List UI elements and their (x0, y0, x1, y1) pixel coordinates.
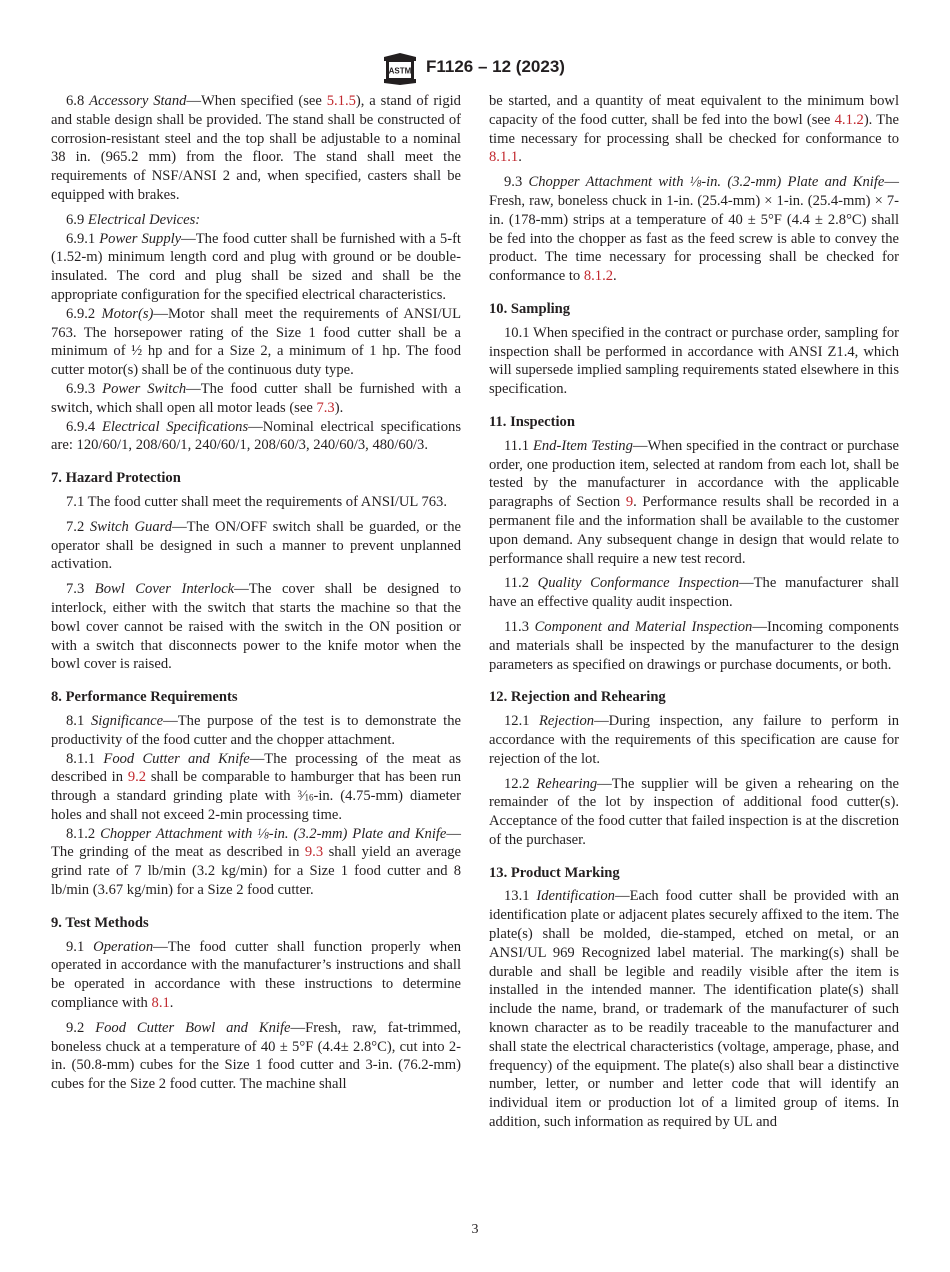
document-designation: F1126 – 12 (2023) (426, 57, 565, 76)
section-link[interactable]: 7.3 (316, 399, 335, 416)
section-link[interactable]: 8.1.2 (583, 268, 614, 285)
section-heading-11: 11. Inspection (489, 413, 575, 430)
paragraph-7-1: 7.1 The food cutter shall meet the requirements of ANSI/UL 763. (66, 493, 447, 510)
section-heading-7: 7. Hazard Protection (51, 470, 181, 487)
paragraph-8-1-1: 8.1.1 Food Cutter and Knife—The processing of the meat as described in 9.2 shall be comparable to hamburger that has been run through a standard grinding plate with $^3⁄_{16}-in$. (4.75-mm) diameter holes and shall not exceed 2-min processing time. (51, 750, 462, 823)
section-link[interactable]: 9 (625, 494, 634, 511)
paragraph-6-8: 6.8 Accessory Stand—When specified (see 5.1.5), a stand of rigid and stable design shall be provided. The stand shall be constructed of corrosion-resistant steel and the top shall be adjustable to a nominal 38 in. (965.2 mm) from the floor. The stand shall meet the requirements of NSF/ANSI 2 and, when specified, casters shall be equipped with brakes. (51, 93, 461, 203)
section-heading-10: 10. Sampling (489, 300, 571, 317)
section-heading-13: 13. Product Marking (489, 864, 620, 881)
paragraph-6-9-2: 6.9.2 Motor(s)—Motor shall meet the requirements of ANSI/UL 763. The horsepower rating of the Size 1 food cutter shall be a minimum of ½ hp and for a Size 2, a minimum of 1 hp. The food cutter motor(s) shall be of the continuous duty type. (51, 305, 461, 379)
paragraph-7-2: 7.2 Switch Guard—The ON/OFF switch shall be guarded, or the operator shall be designed in such a manner to prevent unplanned activation. (51, 518, 461, 573)
paragraph-8-1: 8.1 Significance—The purpose of the test is to demonstrate the productivity of the food cutter and the chopper attachment. (51, 712, 461, 748)
paragraph-6-9-3: 6.9.3 Power Switch—The food cutter shall be furnished with a switch, which shall open all motor leads (see 7.3). (51, 380, 461, 416)
fraction: $^1⁄_8$ (689, 174, 702, 191)
section-link[interactable]: 5.1.5 (326, 93, 356, 109)
left-column (51, 92, 461, 1094)
section-heading-8: 8. Performance Requirements (51, 689, 238, 706)
paragraph-6-9: 6.9 Electrical Devices: (66, 211, 201, 228)
paragraph-10-1: 10.1 When specified in the contract or purchase order, sampling for inspection shall be performed in accordance with ANSI Z1.4, which will supersede implied sampling requirements stated elsewhere in this specification. (489, 324, 899, 398)
fraction: $^1⁄_8$ (257, 825, 269, 842)
fraction: $^3⁄_{16}$ (297, 788, 314, 805)
section-heading-9: 9. Test Methods (51, 914, 149, 931)
paragraph-8-1-2: 8.1.2 Chopper Attachment with $^1⁄_8-in$. (3.2-mm) Plate and Knife—The grinding of the meat as described in 9.3 shall yield an average grind rate of 7 lb/min (3.2 kg/min) for a Size 1 food cutter and 8 lb/min (3.67 kg/min) for a Size 2 food cutter. (51, 825, 461, 899)
section-link[interactable]: 9.2 (127, 769, 147, 786)
paragraph-9-2-continued: be started, and a quantity of meat equivalent to the minimum bowl capacity of the food cutter, shall be fed into the bowl (see 4.1.2). The time necessary for processing shall be checked for conformance to 8.1.1. (489, 93, 899, 166)
section-link[interactable]: 8.1.1 (489, 149, 519, 166)
paragraph-9-3: 9.3 Chopper Attachment with $^1⁄_8-in$. (3.2-mm) Plate and Knife—Fresh, raw, boneless chuck in 1-in. (25.4-mm) × 1-in. (25.4-mm) × 7-in. (178-mm) strips at a temperature of 40 ± 5°F (4.4 ± 2.8°C) shall be fed into the chopper as fast as the feed screw is able to convey the product. The time necessary for processing shall be checked for conformance to 8.1.2. (489, 174, 899, 285)
paragraph-9-1: 9.1 Operation—The food cutter shall function properly when operated in accordance with the manufacturer’s instructions and shall be operated in accordance with these instructions to determine compliance with 8.1. (51, 938, 462, 1012)
paragraph-11-1: 11.1 End-Item Testing—When specified in the contract or purchase order, one production item, selected at random from each lot, shall be tested by the manufacturer in accordance with the applicable paragraphs of Section 9. Performance results shall be recorded in a permanent file and the information shall be available to the customer upon demand. Any subsequent change in design that would relate to performance shall require a new test record. (489, 437, 899, 567)
section-link[interactable]: 4.1.2 (834, 111, 864, 128)
right-column (489, 92, 899, 1132)
section-heading-12: 12. Rejection and Rehearing (489, 689, 666, 706)
page-header (0, 52, 950, 86)
paragraph-7-3: 7.3 Bowl Cover Interlock—The cover shall be designed to interlock, either with the switch that starts the machine so that the bowl cover cannot be raised with the switch in the ON position or with a switch that disconnects power to the knife motor when the bowl cover is raised. (51, 581, 461, 673)
section-link[interactable]: 8.1 (151, 995, 170, 1012)
page-number: 3 (471, 1222, 479, 1237)
astm-logo-text: ASTM (388, 66, 412, 76)
paragraph-6-9-1: 6.9.1 Power Supply—The food cutter shall be furnished with a 5-ft (1.52-m) minimum length cord and plug with ground or be double-insulated. The cord and plug shall be sized and shall be the appropriate configuration for the specified electrical characteristics. (51, 230, 461, 303)
paragraph-11-2: 11.2 Quality Conformance Inspection—The manufacturer shall have an effective quality audit inspection. (489, 575, 899, 611)
paragraph-9-2: 9.2 Food Cutter Bowl and Knife—Fresh, raw, fat-trimmed, boneless chuck at a temperature of 40 ± 5°F (4.4± 2.8°C), cut into 2-in. (50.8-mm) cubes for the Size 1 food cutter and 3-in. (76.2-mm) cubes for the Size 2 food cutter. The machine shall (51, 1019, 461, 1093)
paragraph-6-9-4: 6.9.4 Electrical Specifications—Nominal electrical specifications are: 120/60/1, 208/60/1, 240/60/1, 208/60/3, 240/60/3, 480/60/3. (51, 418, 461, 454)
astm-logo-icon (381, 52, 419, 86)
paragraph-12-1: 12.1 Rejection—During inspection, any failure to perform in accordance with the requirements of this specification are cause for rejection of the lot. (489, 713, 899, 767)
section-link[interactable]: 9.3 (304, 844, 324, 861)
paragraph-11-3: 11.3 Component and Material Inspection—Incoming components and materials shall be inspected by the manufacturer to the design parameters as specified on drawings or purchase documents, or both. (489, 618, 899, 673)
paragraph-13-1: 13.1 Identification—Each food cutter shall be provided with an identification plate or adjacent plates securely affixed to the item. The plate(s) shall be molded, die-stamped, etched on metal, or an ANSI/UL 969 Recognized label material. The marking(s) shall be durable and shall be legible and readily visible after the item is installed in the intended manner. The identification plate(s) shall include the name, brand, or trademark of the manufacturer of such known character as to be readily traceable to the manufacturer and shall state the electrical characteristics (voltage, amperage, phase, and frequency) of the equipment. The plate(s) also shall bear a distinctive number, letter, or number and letter code that will identify an individual item or production lot of a limited group of items. In addition, such information as required by UL and (489, 888, 900, 1131)
paragraph-12-2: 12.2 Rehearing—The supplier will be given a rehearing on the remainder of the lot by inspection of additional food cutter(s). Acceptance of the food cutter that failed inspection is at the discretion of the purchaser. (489, 775, 899, 848)
